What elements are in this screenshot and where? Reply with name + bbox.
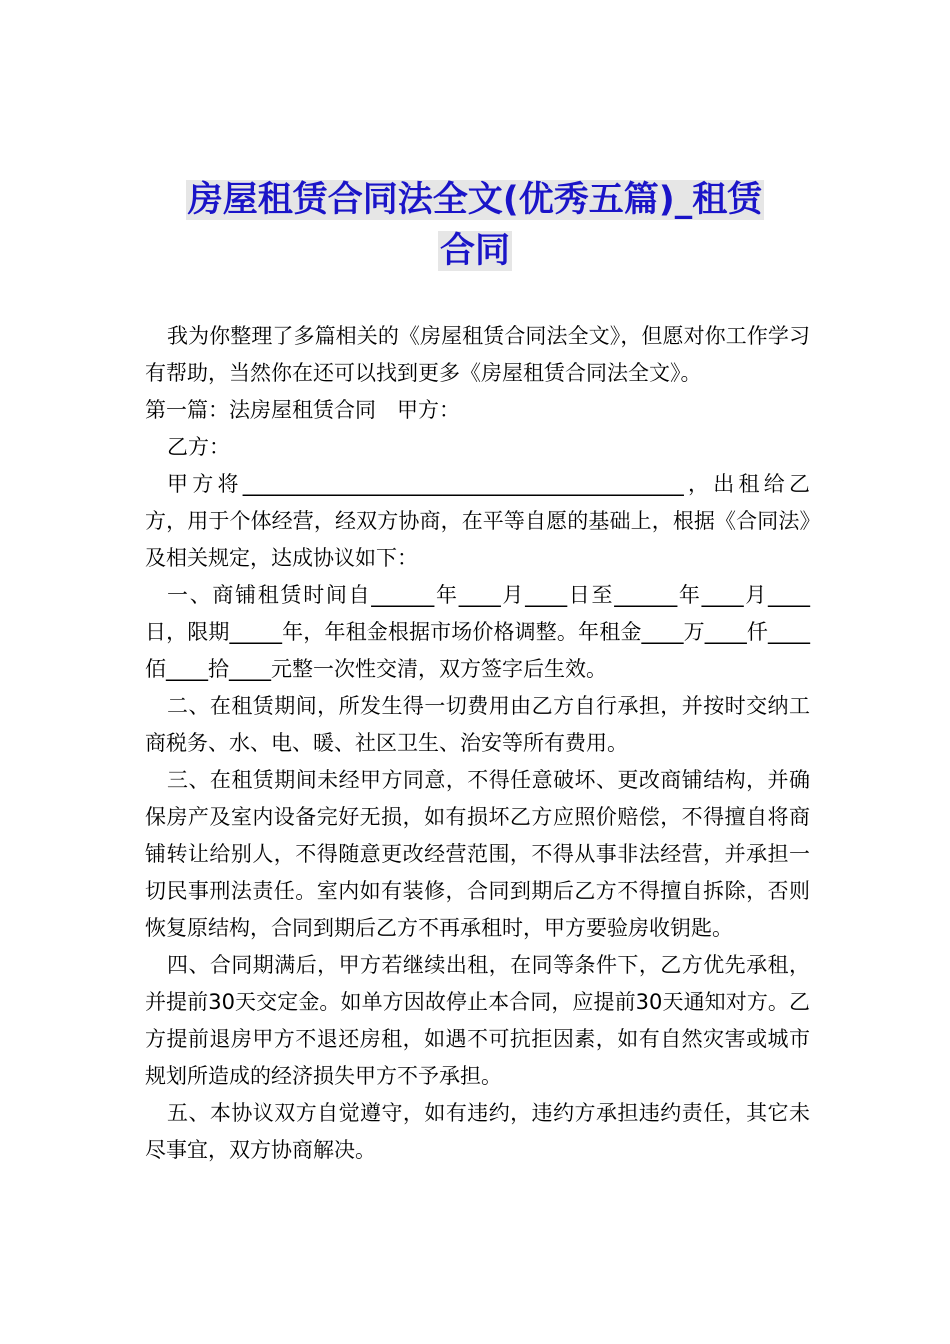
paragraph-party-a-clause: 甲方将__________________________________________，出租给乙方，用于个体经营，经双方协商，在平等自愿的基础上，根据《合同法》及相关规定，达成协议如下： bbox=[145, 472, 810, 570]
paragraph-clause-1: 一、商铺租赁时间自______年____月____日至______年____月____日，限期_____年，年租金根据市场价格调整。年租金____万____仟____佰____拾____元整一次性交清，双方签字后生效。 bbox=[145, 583, 810, 681]
paragraph-clause-4: 四、合同期满后，甲方若继续出租，在同等条件下，乙方优先承租，并提前30天交定金。如单方因故停止本合同，应提前30天通知对方。乙方提前退房甲方不退还房租，如遇不可抗拒因素，如有自然灾害或城市规划所造成的经济损失甲方不予承担。 bbox=[145, 953, 810, 1088]
paragraph-chapter1-heading: 第一篇：法房屋租赁合同 甲方： bbox=[145, 398, 460, 422]
title-line-1 bbox=[145, 176, 805, 224]
paragraph-clause-3: 三、在租赁期间未经甲方同意，不得任意破坏、更改商铺结构，并确保房产及室内设备完好无损，如有损坏乙方应照价赔偿，不得擅自将商铺转让给别人，不得随意更改经营范围，不得从事非法经营，并承担一切民事刑法责任。室内如有装修，合同到期后乙方不得擅自拆除，否则恢复原结构，合同到期后乙方不再承租时，甲方要验房收钥匙。 bbox=[145, 768, 810, 940]
paragraph-intro: 我为你整理了多篇相关的《房屋租赁合同法全文》，但愿对你工作学习有帮助，当然你在还可以找到更多《房屋租赁合同法全文》。 bbox=[145, 324, 810, 385]
document-body bbox=[145, 318, 810, 1169]
title-line-2 bbox=[145, 227, 805, 275]
paragraph-clause-5: 五、本协议双方自觉遵守，如有违约，违约方承担违约责任，其它未尽事宜，双方协商解决。 bbox=[145, 1101, 810, 1162]
paragraph-party-b: 乙方： bbox=[167, 435, 230, 459]
paragraph-clause-2: 二、在租赁期间，所发生得一切费用由乙方自行承担，并按时交纳工商税务、水、电、暖、社区卫生、治安等所有费用。 bbox=[145, 694, 810, 755]
title-line-1-text: 房屋租赁合同法全文(优秀五篇)_租赁 bbox=[187, 180, 763, 220]
title-line-2-text: 合同 bbox=[439, 231, 510, 271]
document-title bbox=[145, 176, 805, 275]
